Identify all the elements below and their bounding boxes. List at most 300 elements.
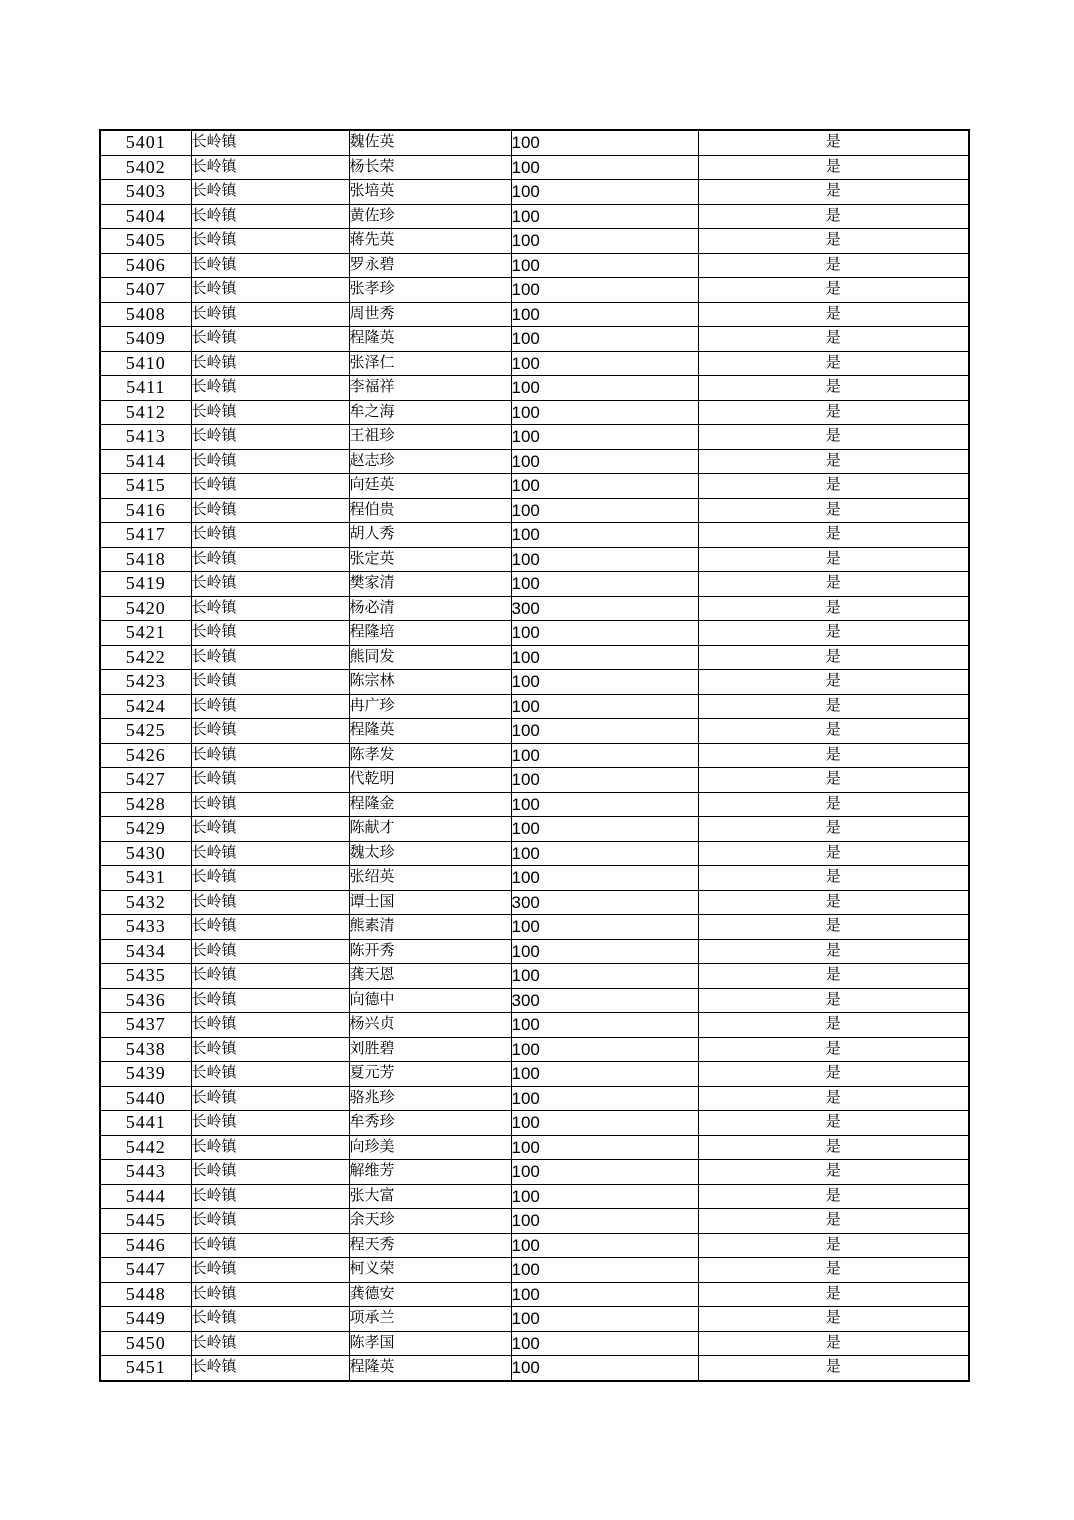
- cell-town: 长岭镇: [191, 1086, 349, 1111]
- cell-amount: 100: [511, 694, 698, 719]
- cell-confirmed: 是: [698, 1331, 969, 1356]
- cell-town: 长岭镇: [191, 1331, 349, 1356]
- cell-serial-number: 5440: [100, 1086, 191, 1111]
- cell-town: 长岭镇: [191, 1356, 349, 1381]
- cell-name: 龚天恩: [349, 964, 511, 989]
- table-row: [100, 1111, 969, 1136]
- table-row: [100, 915, 969, 940]
- cell-town: 长岭镇: [191, 1209, 349, 1234]
- table-row: [100, 449, 969, 474]
- cell-serial-number: 5433: [100, 915, 191, 940]
- cell-name: 蒋先英: [349, 229, 511, 254]
- cell-serial-number: 5426: [100, 743, 191, 768]
- table-row: [100, 180, 969, 205]
- table-row: [100, 130, 969, 155]
- table-row: [100, 596, 969, 621]
- table-row: [100, 572, 969, 597]
- cell-serial-number: 5407: [100, 278, 191, 303]
- cell-amount: 300: [511, 596, 698, 621]
- cell-serial-number: 5447: [100, 1258, 191, 1283]
- cell-name: 夏元芳: [349, 1062, 511, 1087]
- cell-confirmed: 是: [698, 645, 969, 670]
- cell-confirmed: 是: [698, 1307, 969, 1332]
- table-row: [100, 474, 969, 499]
- cell-name: 骆兆珍: [349, 1086, 511, 1111]
- table-row: [100, 1086, 969, 1111]
- table-row: [100, 1258, 969, 1283]
- cell-amount: 100: [511, 1184, 698, 1209]
- cell-confirmed: 是: [698, 1013, 969, 1038]
- cell-amount: 100: [511, 841, 698, 866]
- cell-name: 余天珍: [349, 1209, 511, 1234]
- cell-name: 刘胜碧: [349, 1037, 511, 1062]
- cell-amount: 100: [511, 964, 698, 989]
- cell-amount: 100: [511, 253, 698, 278]
- cell-town: 长岭镇: [191, 155, 349, 180]
- cell-amount: 100: [511, 1209, 698, 1234]
- cell-name: 陈宗林: [349, 670, 511, 695]
- cell-amount: 100: [511, 743, 698, 768]
- cell-amount: 100: [511, 204, 698, 229]
- cell-town: 长岭镇: [191, 645, 349, 670]
- cell-amount: 100: [511, 327, 698, 352]
- cell-amount: 100: [511, 719, 698, 744]
- cell-serial-number: 5427: [100, 768, 191, 793]
- cell-town: 长岭镇: [191, 302, 349, 327]
- cell-town: 长岭镇: [191, 964, 349, 989]
- cell-town: 长岭镇: [191, 180, 349, 205]
- cell-town: 长岭镇: [191, 768, 349, 793]
- cell-town: 长岭镇: [191, 1037, 349, 1062]
- cell-serial-number: 5417: [100, 523, 191, 548]
- cell-town: 长岭镇: [191, 939, 349, 964]
- cell-serial-number: 5410: [100, 351, 191, 376]
- cell-town: 长岭镇: [191, 376, 349, 401]
- cell-name: 程隆英: [349, 327, 511, 352]
- cell-town: 长岭镇: [191, 719, 349, 744]
- cell-confirmed: 是: [698, 670, 969, 695]
- cell-town: 长岭镇: [191, 351, 349, 376]
- cell-name: 程隆金: [349, 792, 511, 817]
- cell-town: 长岭镇: [191, 890, 349, 915]
- table-row: [100, 964, 969, 989]
- cell-confirmed: 是: [698, 572, 969, 597]
- cell-confirmed: 是: [698, 229, 969, 254]
- cell-name: 张孝珍: [349, 278, 511, 303]
- cell-amount: 300: [511, 988, 698, 1013]
- cell-town: 长岭镇: [191, 988, 349, 1013]
- cell-serial-number: 5422: [100, 645, 191, 670]
- cell-name: 魏佐英: [349, 130, 511, 155]
- cell-amount: 100: [511, 1233, 698, 1258]
- cell-confirmed: 是: [698, 1282, 969, 1307]
- cell-name: 代乾明: [349, 768, 511, 793]
- table-row: [100, 768, 969, 793]
- cell-town: 长岭镇: [191, 1307, 349, 1332]
- table-row: [100, 841, 969, 866]
- cell-amount: 100: [511, 302, 698, 327]
- cell-amount: 100: [511, 376, 698, 401]
- cell-confirmed: 是: [698, 1111, 969, 1136]
- cell-name: 熊素清: [349, 915, 511, 940]
- table-row: [100, 1307, 969, 1332]
- table-row: [100, 1184, 969, 1209]
- cell-confirmed: 是: [698, 1184, 969, 1209]
- cell-serial-number: 5445: [100, 1209, 191, 1234]
- cell-serial-number: 5405: [100, 229, 191, 254]
- cell-confirmed: 是: [698, 1160, 969, 1185]
- cell-confirmed: 是: [698, 915, 969, 940]
- table-row: [100, 866, 969, 891]
- cell-town: 长岭镇: [191, 278, 349, 303]
- cell-name: 牟秀珍: [349, 1111, 511, 1136]
- table-row: [100, 547, 969, 572]
- cell-serial-number: 5402: [100, 155, 191, 180]
- cell-serial-number: 5446: [100, 1233, 191, 1258]
- cell-serial-number: 5429: [100, 817, 191, 842]
- cell-serial-number: 5443: [100, 1160, 191, 1185]
- cell-serial-number: 5414: [100, 449, 191, 474]
- table-row: [100, 1062, 969, 1087]
- cell-serial-number: 5449: [100, 1307, 191, 1332]
- cell-amount: 100: [511, 621, 698, 646]
- cell-name: 牟之海: [349, 400, 511, 425]
- table-row: [100, 278, 969, 303]
- cell-town: 长岭镇: [191, 253, 349, 278]
- table-row: [100, 498, 969, 523]
- table-row: [100, 890, 969, 915]
- cell-serial-number: 5438: [100, 1037, 191, 1062]
- cell-amount: 100: [511, 1258, 698, 1283]
- cell-confirmed: 是: [698, 400, 969, 425]
- table-row: [100, 302, 969, 327]
- table-row: [100, 351, 969, 376]
- cell-confirmed: 是: [698, 792, 969, 817]
- cell-amount: 100: [511, 155, 698, 180]
- cell-name: 张定英: [349, 547, 511, 572]
- cell-serial-number: 5442: [100, 1135, 191, 1160]
- cell-name: 张绍英: [349, 866, 511, 891]
- table-row: [100, 253, 969, 278]
- cell-confirmed: 是: [698, 155, 969, 180]
- cell-confirmed: 是: [698, 474, 969, 499]
- cell-serial-number: 5444: [100, 1184, 191, 1209]
- cell-serial-number: 5425: [100, 719, 191, 744]
- cell-amount: 100: [511, 768, 698, 793]
- cell-amount: 100: [511, 1013, 698, 1038]
- cell-name: 柯义荣: [349, 1258, 511, 1283]
- cell-amount: 300: [511, 890, 698, 915]
- cell-confirmed: 是: [698, 841, 969, 866]
- table-row: [100, 621, 969, 646]
- cell-confirmed: 是: [698, 425, 969, 450]
- cell-town: 长岭镇: [191, 1160, 349, 1185]
- cell-town: 长岭镇: [191, 474, 349, 499]
- cell-confirmed: 是: [698, 547, 969, 572]
- cell-serial-number: 5441: [100, 1111, 191, 1136]
- cell-town: 长岭镇: [191, 547, 349, 572]
- cell-town: 长岭镇: [191, 621, 349, 646]
- cell-serial-number: 5409: [100, 327, 191, 352]
- cell-town: 长岭镇: [191, 817, 349, 842]
- cell-confirmed: 是: [698, 1062, 969, 1087]
- cell-serial-number: 5432: [100, 890, 191, 915]
- cell-name: 赵志珍: [349, 449, 511, 474]
- cell-serial-number: 5451: [100, 1356, 191, 1381]
- cell-serial-number: 5412: [100, 400, 191, 425]
- table-row: [100, 1135, 969, 1160]
- cell-confirmed: 是: [698, 278, 969, 303]
- cell-name: 杨兴贞: [349, 1013, 511, 1038]
- cell-confirmed: 是: [698, 621, 969, 646]
- cell-amount: 100: [511, 229, 698, 254]
- cell-serial-number: 5436: [100, 988, 191, 1013]
- cell-name: 熊同发: [349, 645, 511, 670]
- cell-amount: 100: [511, 1160, 698, 1185]
- cell-confirmed: 是: [698, 523, 969, 548]
- cell-serial-number: 5437: [100, 1013, 191, 1038]
- table-row: [100, 327, 969, 352]
- cell-confirmed: 是: [698, 1233, 969, 1258]
- cell-town: 长岭镇: [191, 1135, 349, 1160]
- cell-amount: 100: [511, 278, 698, 303]
- cell-town: 长岭镇: [191, 1062, 349, 1087]
- cell-name: 陈开秀: [349, 939, 511, 964]
- cell-serial-number: 5448: [100, 1282, 191, 1307]
- cell-amount: 100: [511, 866, 698, 891]
- cell-amount: 100: [511, 1135, 698, 1160]
- cell-amount: 100: [511, 670, 698, 695]
- cell-serial-number: 5434: [100, 939, 191, 964]
- cell-name: 程隆英: [349, 1356, 511, 1381]
- cell-name: 程隆英: [349, 719, 511, 744]
- cell-name: 胡人秀: [349, 523, 511, 548]
- cell-amount: 100: [511, 498, 698, 523]
- cell-name: 向廷英: [349, 474, 511, 499]
- cell-town: 长岭镇: [191, 498, 349, 523]
- cell-serial-number: 5428: [100, 792, 191, 817]
- cell-name: 冉广珍: [349, 694, 511, 719]
- cell-name: 杨长荣: [349, 155, 511, 180]
- cell-amount: 100: [511, 1086, 698, 1111]
- table-row: [100, 155, 969, 180]
- cell-amount: 100: [511, 1331, 698, 1356]
- cell-amount: 100: [511, 547, 698, 572]
- cell-name: 陈孝发: [349, 743, 511, 768]
- cell-amount: 100: [511, 1062, 698, 1087]
- table-row: [100, 523, 969, 548]
- cell-confirmed: 是: [698, 866, 969, 891]
- cell-name: 张泽仁: [349, 351, 511, 376]
- cell-town: 长岭镇: [191, 204, 349, 229]
- cell-name: 张培英: [349, 180, 511, 205]
- cell-serial-number: 5411: [100, 376, 191, 401]
- table-row: [100, 670, 969, 695]
- cell-serial-number: 5424: [100, 694, 191, 719]
- cell-name: 程隆培: [349, 621, 511, 646]
- cell-name: 龚德安: [349, 1282, 511, 1307]
- roster-table: [99, 129, 970, 1382]
- cell-confirmed: 是: [698, 890, 969, 915]
- cell-serial-number: 5435: [100, 964, 191, 989]
- cell-confirmed: 是: [698, 1135, 969, 1160]
- cell-serial-number: 5450: [100, 1331, 191, 1356]
- cell-name: 陈献才: [349, 817, 511, 842]
- cell-name: 谭士国: [349, 890, 511, 915]
- table-row: [100, 1356, 969, 1381]
- table-body: [100, 130, 969, 1381]
- cell-town: 长岭镇: [191, 229, 349, 254]
- table-row: [100, 694, 969, 719]
- table-row: [100, 1160, 969, 1185]
- cell-town: 长岭镇: [191, 400, 349, 425]
- cell-serial-number: 5419: [100, 572, 191, 597]
- cell-town: 长岭镇: [191, 915, 349, 940]
- cell-amount: 100: [511, 130, 698, 155]
- table-row: [100, 1013, 969, 1038]
- cell-name: 张大富: [349, 1184, 511, 1209]
- cell-name: 向德中: [349, 988, 511, 1013]
- cell-confirmed: 是: [698, 817, 969, 842]
- cell-amount: 100: [511, 939, 698, 964]
- cell-confirmed: 是: [698, 498, 969, 523]
- cell-confirmed: 是: [698, 130, 969, 155]
- cell-town: 长岭镇: [191, 743, 349, 768]
- cell-serial-number: 5418: [100, 547, 191, 572]
- cell-confirmed: 是: [698, 768, 969, 793]
- cell-serial-number: 5406: [100, 253, 191, 278]
- cell-serial-number: 5416: [100, 498, 191, 523]
- cell-confirmed: 是: [698, 351, 969, 376]
- cell-serial-number: 5413: [100, 425, 191, 450]
- cell-confirmed: 是: [698, 988, 969, 1013]
- cell-name: 程天秀: [349, 1233, 511, 1258]
- table-row: [100, 1331, 969, 1356]
- cell-town: 长岭镇: [191, 449, 349, 474]
- cell-amount: 100: [511, 1356, 698, 1381]
- table-row: [100, 229, 969, 254]
- table-row: [100, 400, 969, 425]
- cell-confirmed: 是: [698, 719, 969, 744]
- table-row: [100, 425, 969, 450]
- cell-serial-number: 5408: [100, 302, 191, 327]
- cell-amount: 100: [511, 817, 698, 842]
- table-row: [100, 939, 969, 964]
- cell-town: 长岭镇: [191, 670, 349, 695]
- cell-serial-number: 5430: [100, 841, 191, 866]
- cell-town: 长岭镇: [191, 572, 349, 597]
- table-row: [100, 743, 969, 768]
- cell-confirmed: 是: [698, 694, 969, 719]
- cell-confirmed: 是: [698, 596, 969, 621]
- cell-amount: 100: [511, 400, 698, 425]
- cell-name: 李福祥: [349, 376, 511, 401]
- cell-confirmed: 是: [698, 1209, 969, 1234]
- cell-serial-number: 5421: [100, 621, 191, 646]
- cell-name: 魏太珍: [349, 841, 511, 866]
- cell-confirmed: 是: [698, 939, 969, 964]
- cell-name: 程伯贵: [349, 498, 511, 523]
- cell-name: 樊家清: [349, 572, 511, 597]
- cell-town: 长岭镇: [191, 327, 349, 352]
- table-row: [100, 792, 969, 817]
- cell-name: 王祖珍: [349, 425, 511, 450]
- cell-confirmed: 是: [698, 376, 969, 401]
- cell-name: 罗永碧: [349, 253, 511, 278]
- cell-amount: 100: [511, 1037, 698, 1062]
- cell-confirmed: 是: [698, 1037, 969, 1062]
- cell-confirmed: 是: [698, 204, 969, 229]
- cell-confirmed: 是: [698, 1356, 969, 1381]
- cell-amount: 100: [511, 425, 698, 450]
- table-row: [100, 1209, 969, 1234]
- cell-confirmed: 是: [698, 743, 969, 768]
- table-row: [100, 719, 969, 744]
- cell-confirmed: 是: [698, 964, 969, 989]
- cell-town: 长岭镇: [191, 1184, 349, 1209]
- cell-town: 长岭镇: [191, 694, 349, 719]
- cell-amount: 100: [511, 915, 698, 940]
- cell-confirmed: 是: [698, 302, 969, 327]
- cell-town: 长岭镇: [191, 792, 349, 817]
- cell-amount: 100: [511, 1307, 698, 1332]
- cell-serial-number: 5420: [100, 596, 191, 621]
- cell-amount: 100: [511, 474, 698, 499]
- cell-town: 长岭镇: [191, 1282, 349, 1307]
- cell-serial-number: 5431: [100, 866, 191, 891]
- cell-amount: 100: [511, 449, 698, 474]
- cell-amount: 100: [511, 1111, 698, 1136]
- cell-confirmed: 是: [698, 1258, 969, 1283]
- cell-amount: 100: [511, 572, 698, 597]
- cell-confirmed: 是: [698, 1086, 969, 1111]
- cell-serial-number: 5415: [100, 474, 191, 499]
- table-row: [100, 1282, 969, 1307]
- cell-town: 长岭镇: [191, 866, 349, 891]
- cell-serial-number: 5401: [100, 130, 191, 155]
- table-row: [100, 1037, 969, 1062]
- cell-amount: 100: [511, 351, 698, 376]
- cell-serial-number: 5423: [100, 670, 191, 695]
- cell-confirmed: 是: [698, 180, 969, 205]
- cell-town: 长岭镇: [191, 1013, 349, 1038]
- cell-name: 项承兰: [349, 1307, 511, 1332]
- cell-name: 杨必清: [349, 596, 511, 621]
- cell-serial-number: 5439: [100, 1062, 191, 1087]
- cell-confirmed: 是: [698, 327, 969, 352]
- cell-confirmed: 是: [698, 253, 969, 278]
- cell-town: 长岭镇: [191, 1233, 349, 1258]
- table-row: [100, 988, 969, 1013]
- cell-name: 周世秀: [349, 302, 511, 327]
- cell-amount: 100: [511, 1282, 698, 1307]
- table-row: [100, 817, 969, 842]
- cell-town: 长岭镇: [191, 596, 349, 621]
- table-row: [100, 1233, 969, 1258]
- cell-town: 长岭镇: [191, 1258, 349, 1283]
- table-row: [100, 204, 969, 229]
- table-row: [100, 645, 969, 670]
- cell-amount: 100: [511, 792, 698, 817]
- cell-amount: 100: [511, 523, 698, 548]
- cell-town: 长岭镇: [191, 1111, 349, 1136]
- cell-name: 黄佐珍: [349, 204, 511, 229]
- cell-town: 长岭镇: [191, 841, 349, 866]
- cell-serial-number: 5404: [100, 204, 191, 229]
- cell-amount: 100: [511, 180, 698, 205]
- cell-name: 向珍美: [349, 1135, 511, 1160]
- cell-town: 长岭镇: [191, 130, 349, 155]
